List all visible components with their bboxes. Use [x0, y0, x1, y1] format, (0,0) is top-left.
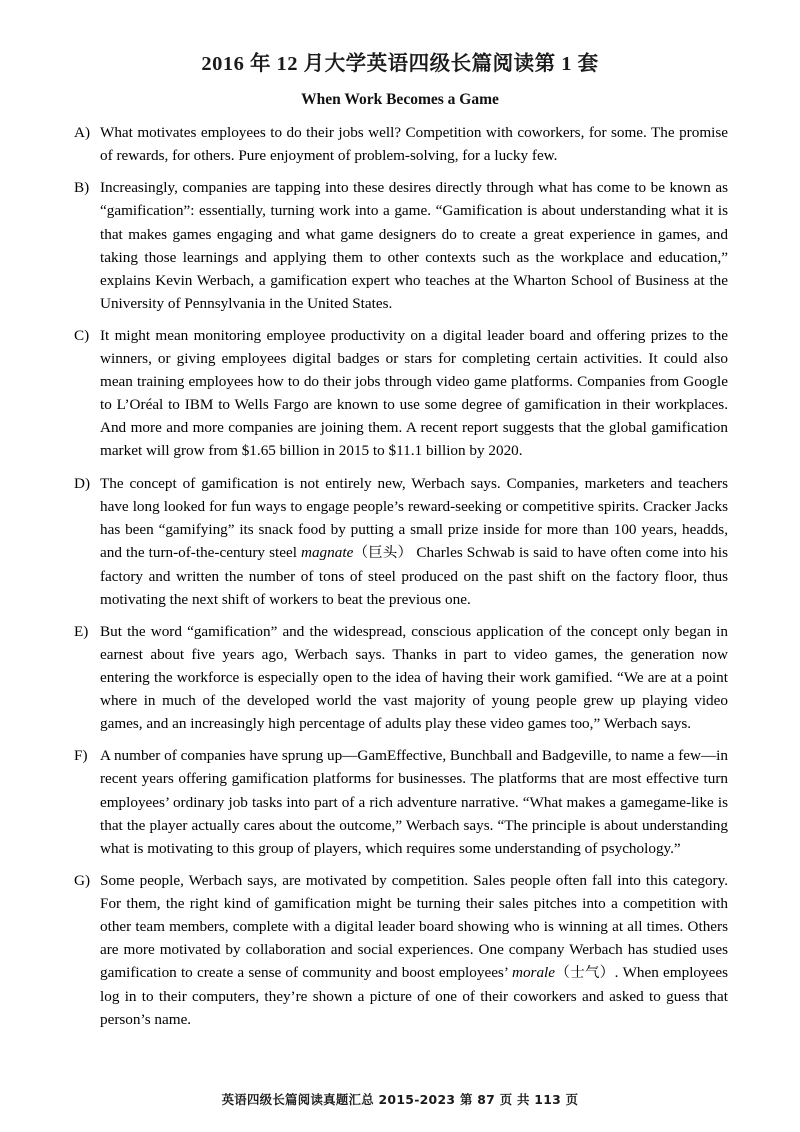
paragraph-label-g: G) — [74, 871, 91, 889]
paragraph-label-a: A) — [74, 124, 91, 142]
paragraph-g-gloss: （士气） — [555, 965, 615, 982]
paragraph-b — [74, 176, 728, 315]
paragraph-label-e: E) — [74, 622, 89, 640]
paragraph-d-text-pre: The concept of gamification is not entirely new, Werbach says. Companies, marketers and teachers have long looked for fun ways to engage people’s reward-seeking or competitive spirits. Cracker Jacks has been “gamifying” its snack food by putting a small prize inside for more than 100 years, headds, and the turn-of-the-century steel — [100, 474, 728, 561]
paragraph-e — [74, 620, 728, 735]
paragraph-f — [74, 744, 728, 859]
article-title: When Work Becomes a Game — [301, 90, 499, 108]
paragraph-d-text-post: Charles Schwab is said to have often come into his factory and written the number of tons of steel produced on the past shift on the factory floor, thus motivating the next shift of workers to beat the previous one. — [100, 543, 728, 608]
page-footer: 英语四级长篇阅读真题汇总 2015-2023 第 87 页 共 113 页 — [221, 1092, 579, 1107]
paragraph-label-f: F) — [74, 747, 88, 765]
paragraph-a — [74, 121, 728, 167]
paragraph-g-text-post: . When employees log in to their computers, they’re shown a picture of one of their coworkers and asked to guess that person’s name. — [100, 964, 728, 1029]
paragraph-g-text-pre: Some people, Werbach says, are motivated by competition. Sales people often fall into this category. For them, the right kind of gamification might be turning their sales pitches into a competition with other team members, complete with a digital leader board showing who is winning at all times. Others are more motivated by collaboration and social experiences. One company Werbach has studied uses gamification to create a sense of community and boost employees’ — [100, 871, 728, 982]
paragraph-label-c: C) — [74, 326, 90, 344]
paragraph-text-g — [100, 869, 728, 1031]
paragraph-text-b: Increasingly, companies are tapping into these desires directly through what has come to be known as “gamification”: essentially, turning work into a game. “Gamification is about understanding what it is that makes games engaging and what game designers do to create a great experience in games, and taking those learnings and applying them to other contexts such as the workplace and education,” explains Kevin Werbach, a gamification expert who teaches at the Wharton School of Business at the University of Pennsylvania in the United States. — [100, 179, 728, 312]
paragraph-g — [74, 869, 728, 1031]
paragraph-text-e: But the word “gamification” and the widespread, conscious application of the concept only began in earnest about five years ago, Werbach says. Thanks in part to video games, the generation now entering the workforce is especially open to the idea of having their work gamified. “We are at a point where in much of the developed world the vast majority of young people grew up playing video games, and an increasingly high percentage of adults play these video games too,” Werbach says. — [100, 622, 728, 733]
paragraph-d — [74, 472, 728, 611]
paragraph-text-c: It might mean monitoring employee productivity on a digital leader board and offering prizes to the winners, or giving employees digital badges or stars for completing certain activities. It could also mean training employees how to do their jobs through video game platforms. Companies from Google to L’Oréal to IBM to Wells Fargo are known to use some degree of gamification in their workplaces. And more and more companies are joining them. A recent report suggests that the global gamification market will grow from $1.65 billion in 2015 to $11.1 billion by 2020. — [100, 326, 728, 460]
article-body — [0, 121, 800, 1031]
paragraph-text-a: What motivates employees to do their jobs well? Competition with coworkers, for some. The promise of rewards, for others. Pure enjoyment of problem-solving, for a lucky few. — [100, 124, 728, 165]
paragraph-label-b: B) — [74, 179, 90, 197]
paragraph-d-gloss: （巨头） — [353, 544, 413, 561]
paragraph-g-emphasis: morale — [511, 964, 556, 982]
paragraph-text-d — [100, 472, 728, 611]
paragraph-label-d: D) — [74, 474, 91, 492]
paragraph-text-f: A number of companies have sprung up—GamEffective, Bunchball and Badgeville, to name a few—in recent years offering gamification platforms for businesses. The platforms that are most effective turn employees’ ordinary job tasks into part of a rich adventure narrative. “What makes a gamegame-like is that the player actually cares about the outcome,” Werbach says. “The principle is about understanding what is motivating to this group of players, which requires some understanding of psychology.” — [100, 747, 728, 857]
paragraph-c — [74, 324, 728, 463]
paragraph-d-emphasis: magnate — [301, 543, 354, 561]
page-title: 2016 年 12 月大学英语四级长篇阅读第 1 套 — [201, 53, 599, 75]
